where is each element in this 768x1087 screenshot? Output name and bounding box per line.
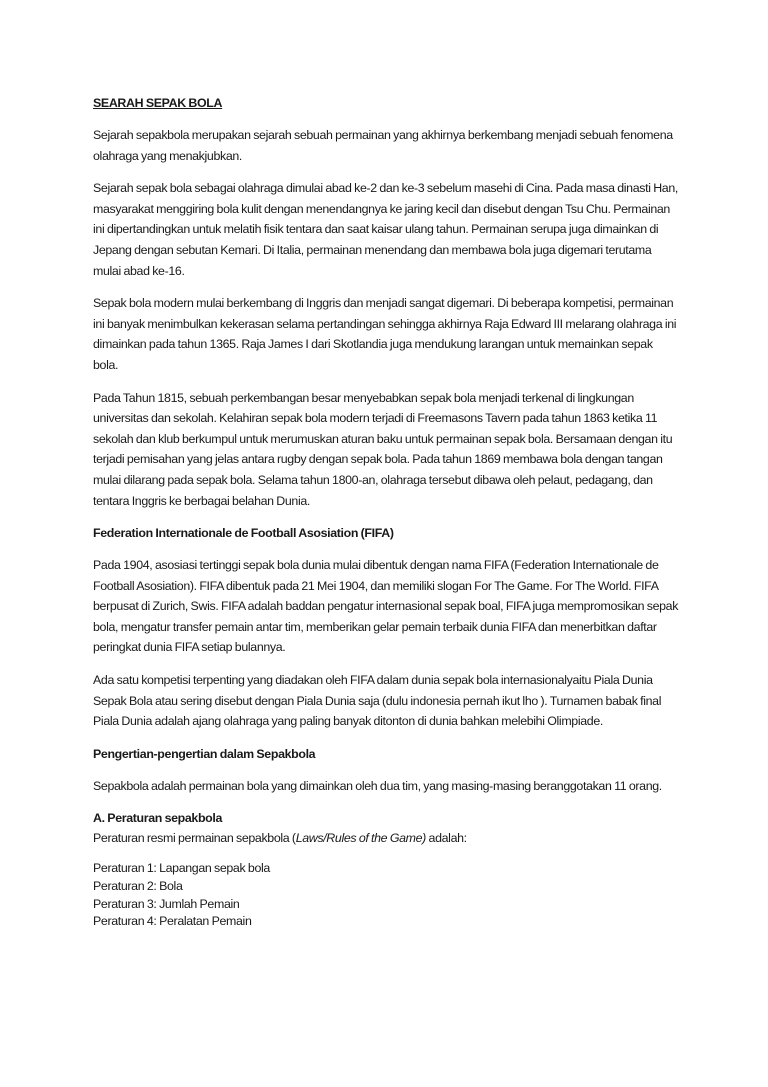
rule-item: Peraturan 3: Jumlah Pemain	[93, 896, 240, 911]
fifa-paragraph-2: Ada satu kompetisi terpenting yang diadakan oleh FIFA dalam dunia sepak bola internasionalyaitu Piala Dunia Sepak Bola atau sering disebut dengan Piala Dunia saja (dulu indonesia pernah ikut lho ). Turnamen babak final Piala Dunia adalah ajang olahraga yang paling banyak ditonton di dunia bahkan melebihi Olimpiade.	[93, 673, 662, 729]
pengertian-heading: Pengertian-pengertian dalam Sepakbola	[93, 746, 316, 761]
fifa-heading: Federation Internationale de Football Asosiation (FIFA)	[93, 526, 394, 541]
intro-paragraph-3: Sepak bola modern mulai berkembang di Inggris dan menjadi sangat digemari. Di beberapa kompetisi, permainan ini banyak menimbulkan kekerasan selama pertandingan sehingga akhirnya Raja Edward III melarang olahraga ini dimainkan pada tahun 1365. Raja James I dari Skotlandia juga mendukung larangan untuk memainkan sepak bola.	[93, 296, 677, 372]
intro-paragraph-1: Sejarah sepakbola merupakan sejarah sebuah permainan yang akhirnya berkembang menjadi sebuah fenomena olahraga yang menakjubkan.	[93, 128, 673, 163]
rule-item: Peraturan 1: Lapangan sepak bola	[93, 861, 270, 876]
rules-intro-italic: Laws/Rules of the Game)	[295, 831, 426, 846]
rule-item: Peraturan 2: Bola	[93, 879, 183, 894]
rules-intro-after: adalah:	[425, 831, 467, 846]
intro-paragraph-2: Sejarah sepak bola sebagai olahraga dimulai abad ke-2 dan ke-3 sebelum masehi di Cina. Pada masa dinasti Han, masyarakat menggiring bola kulit dengan menendangnya ke jaring kecil dan disebut dengan Tsu Chu. Permainan ini dipertandingkan untuk melatih fisik tentara dan saat kaisar ulang tahun. Permainan serupa juga dimainkan di Jepang dengan sebutan Kemari. Di Italia, permainan menendang dan membawa bola juga digemari terutama mulai abad ke-16.	[93, 181, 678, 278]
fifa-paragraph-1: Pada 1904, asosiasi tertinggi sepak bola dunia mulai dibentuk dengan nama FIFA (Federation Internationale de Football Asosiation). FIFA dibentuk pada 21 Mei 1904, dan memiliki slogan For The Game. For The World. FIFA berpusat di Zurich, Swis. FIFA adalah baddan pengatur internasional sepak boal, FIFA juga mempromosikan sepak bola, mengatur transfer pemain antar tim, memberikan gelar pemain terbaik dunia FIFA dan menerbitkan daftar peringkat dunia FIFA setiap bulannya.	[93, 558, 679, 655]
rule-item: Peraturan 4: Peralatan Pemain	[93, 914, 252, 929]
rules-intro	[93, 828, 680, 848]
intro-paragraph-4: Pada Tahun 1815, sebuah perkembangan besar menyebabkan sepak bola menjadi terkenal di lingkungan universitas dan sekolah. Kelahiran sepak bola modern terjadi di Freemasons Tavern pada tahun 1863 ketika 11 sekolah dan klub berkumpul untuk merumuskan aturan baku untuk permainan sepak bola. Bersamaan dengan itu terjadi pemisahan yang jelas antara rugby dengan sepak bola. Pada tahun 1869 membawa bola dengan tangan mulai dilarang pada sepak bola. Selama tahun 1800-an, olahraga tersebut dibawa oleh pelaut, pedagang, dan tentara Inggris ke berbagai belahan Dunia.	[93, 390, 673, 508]
rules-list	[93, 860, 680, 930]
pengertian-paragraph: Sepakbola adalah permainan bola yang dimainkan oleh dua tim, yang masing-masing beranggotakan 11 orang.	[93, 778, 662, 793]
rules-intro-before: Peraturan resmi permainan sepakbola (	[93, 831, 296, 846]
rules-heading: A. Peraturan sepakbola	[93, 811, 223, 826]
document-title: SEARAH SEPAK BOLA	[93, 96, 223, 110]
